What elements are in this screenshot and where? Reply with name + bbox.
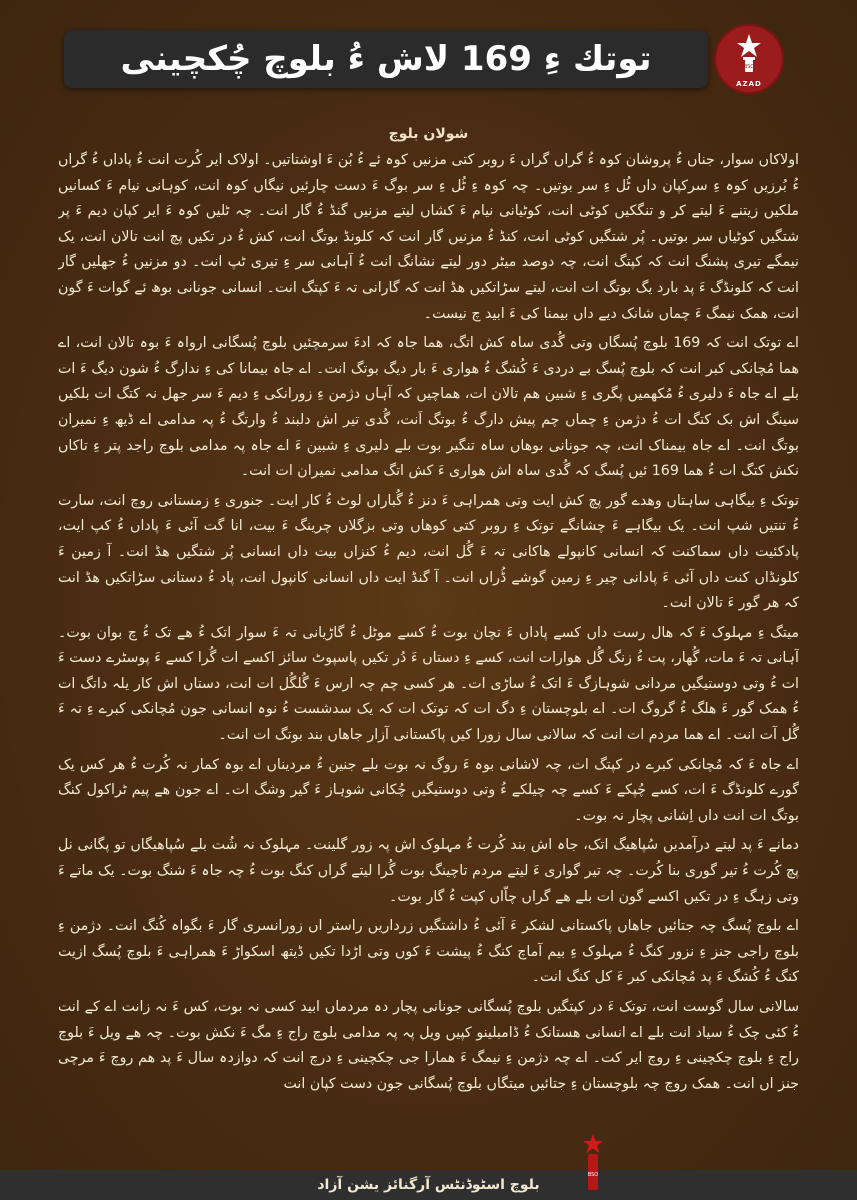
footer-bar <box>0 1170 857 1200</box>
paragraph: توتک ءِ بیگاہی ساہتاں وھدے گور پچ کش ایت وتی ھمراہی ءَ دنز ءُ گُباراں لوٹ ءُ کار ایت۔ جنوری ءِ زمستانی روچ انت، سارت ءُ تنتیں شپ انت۔ یک بیگاہے ءَ چشانگے توتک ءِ روبر کتی کوھاں وتی بزگلاں چرینگ ءَ بیت، انا گت آئی ءَ پاداں ءُ کپ ایت، پادکئیت داں سماکنت کہ انسانی کانپولے ھاکانی تہ ءَ گُل انت، دیم ءُ کنزاں بیت داں انسانی پُر شتگیں ھڈ انت۔ آ زمین ءَ کلونڈاں کنت داں آئی ءَ پادانی چیر ءِ زمین گوشے ڈُراں انت۔ آ گنڈ ایت داں انسانی کانپول انت، پاد ءُ دستانی سڑاتکیں ھڈ انت کہ ھر گور ءَ تالان انت۔ <box>58 492 799 612</box>
paragraph: اولاکاں سوار، جناں ءُ پروشان کوہ ءُ گراں گراں ءَ روبر کتی مزنیں کوہ ئے ءُ بُن ءَ اوشتاتیں۔ اولاک ایر کُرت انت ءُ پاداں ءُ گراں ءُ بُرزیں کوہ ءِ سرکپان داں ٹُل ءِ سر بوتیں۔ چہ کوہ ءِ ٹُل ءِ سر بوگ ءَ دست چارئیں نیگاں کوہ انت، کوہانی نیام ءَ کسانیں ملکیں زیتنے ءَ لیتے کر و تنگکیں کوٹی انت، کوٹیانی نیام ءَ کشاں لیتے مزنیں گنڈ ءُ گار انت۔ چہ ٹلیں کوہ ءَ ایر کپان دیم ءَ پر شتگیں کوٹیاں سر بوتیں۔ پُر شتگیں کوٹی انت، کنڈ ءُ مزنیں گار انت کہ کلونڈ بوتگ انت، کش ءُ در تکیں پچ انت تالان انت، یک نیمگے تیری پشنگ انت کہ کپتگ انت، چہ دوصد میٹر دور لیتے نشانگ انت ءُ آہانی سر ءِ تیری ٹپ انت۔ دو مزنیں ءُ جھلیں گار انت کہ کلونڈگ ءَ پد بارد یگ بوتگ ات انت، لیتے سڑاتکیں ھڈ انت کہ گارانی تہ ءَ کپتگ انت۔ انسانی جونانی بوھ ئے گوات ءَ گون انت، ھمک نیمگ ءَ چماں شانک دیے داں بیمنا کی ءَ ابید چ نیست۔ <box>58 152 799 322</box>
footer-torch-logo-icon <box>577 1132 609 1194</box>
logo-badge: BSO <box>743 64 755 70</box>
author-name: شولان بلوچ <box>388 126 469 142</box>
page-title: توتك ءِ 169 لاش ءُ بلوچ چُکچینی <box>120 39 652 79</box>
paragraph: سالانی سال گوست انت، توتک ءَ در کپتگیں بلوچ پُسگانی جونانی پچار دہ مردماں ابید کسی نہ بوت، کس ءَ نہ زانت اے کے انت ءُ کئی چک ءُ سیاد انت بلے اے انسانی ھستانک ءُ ڈامبلینو کپیں ویل پہ پہ مدامی بلوچ راج ءِ مگ ءَ نکش بوت۔ چہ ھے ویل ءَ بلوچ راج ءِ بلوچ چکچینی ءِ روچ ایر کت۔ اے چہ دژمن ءِ نیمگ ءَ ھمارا جی چکچینی ءِ درچ انت کہ دوازدہ سال ءَ پد ھم روچ ءَ مرچی جنز اں انت۔ ھمک روچ چہ بلوچستان ءِ جتائیں میتگاں بلوچ پُسگانی جون دست کپان انت <box>58 999 799 1092</box>
paragraph: اے جاہ ءَ کہ مُچانکی کبرے در کپتگ ات، چہ لاشانی بوہ ءَ روگ نہ بوت بلے جنین ءُ مردیناں اے بوہ کمار نہ کُرت ءُ ھر کس یک گورے کلونڈگ ءَ ات، کسے چُپکے ءَ کسے چہ چیلکے ءُ وتی دوستیگیں چُکانی شوہاز ءَ گیر وشگ ات۔ اے جون ھے پیم ٹراکول کنگ بوتگ ات انت داں اِشانی پچار نہ بوت۔ <box>58 756 799 824</box>
footer-badge: BSO <box>587 1172 599 1178</box>
paragraph: میتگ ءِ مہلوک ءَ کہ ھال رست داں کسے پاداں ءَ تچان بوت ءُ کسے موٹل ءُ گاڑیانی تہ ءَ سوار اتک ءُ ھے تک ءُ چ بوان بوت۔ آہانی تہ ءَ مات، گُھار، پت ءُ زنگ گُل ھوارات انت، کسے ءِ دستاں ءَ دُر تکیں پاسپوٹ سائز اکسے ات گُرا کسے ءَ پوسٹرے دست ءَ ات ءُ وتی دوستیگیں مردانی شوہازگ ءَ اتک ءُ ساڑی ات۔ ھر کسی چم چہ ارس ءَ گُلگُل ات انت، دستاں اش کار یلہ داتگ ات ءُ ھمک گور ءَ ھلگ ءُ گروگ ات۔ اے بلوچستان ءِ دگ ات کہ توتک ات کہ یک سدشست ءُ نوہ انسانی جون مُچانکی کبرے ءِ تہ ءَ گُل آت انت۔ اے ھما مردم ات انت کہ سالانی سال زورا کیں پاکستانی آزار جاھاں بند بوتگ ات انت۔ <box>58 624 799 744</box>
article-body <box>58 148 799 1130</box>
paragraph: اے بلوچ پُسگ چہ جتائیں جاھاں پاکستانی لشکر ءَ آئی ءُ داشتگیں زرداریں راستر اں زورانسری گار ءَ بگواہ کُنگ انت۔ دژمن ءِ بلوچ راجی جنز ءِ نزور کنگ ءُ مہلوک ءِ بیم آماچ کنگ ءُ پیشت ءَ کوں وتی اڑدا تکیں ڈیتھ اسکواڑ ءَ ھمراہی ءَ بلوچ پُسگ ازیت کنگ ءُ کُشگ ءَ پد مُچانکی کبر ءَ کل کنگ انت۔ <box>58 918 799 986</box>
logo-text: AZAD <box>736 80 762 88</box>
organization-logo <box>714 24 784 94</box>
paragraph: اے توتک انت کہ 169 بلوچ پُسگاں وتی گُدی ساہ کش اتگ، ھما جاہ کہ ادءَ سرمچئیں بلوچ پُسگانی ارواہ ءَ بوہ تالان انت، اے ھما مُچانکی کبر انت کہ بلوچ پُسگ بے دردی ءَ کُشگ ءُ ھواری ءَ بار دیگ بوتگ انت۔ اے جاہ بیمانا کی ءِ ندارگ ءُ شون دیگ ءَ ات بلے اے جاہ ءَ دلیری ءُ مُکھمیں پگری ءِ شبین ھم تالان ات، ھماچیں کہ آہاں دژمن ءِ زورانکی ءِ دیم ءَ سر جھل نہ کتگ ات بلکیں سینگ اش بک کتگ ات ءُ دژمن ءِ چماں چم پیش دارگ ءُ بوتگ اَنت، گُدی تیر اش دلبند ءُ وارتگ ءُ پہ مدامی اے ڈیھ ءِ نمیران بوتگ انت۔ اے جاہ بیمناک انت، چہ جونانی بوھاں ساہ تنگیر بوت بلے دلیری ءِ شبین ءَ اے جاہ پہ مدامی بلوچ راجد پتر ءِ تاکاں نکش کتگ ات ءُ ھما 169 ئیں پُسگ کہ گُدی ساہ اش ھواری ءَ کش اتگ مدامی نمیران ات انت۔ <box>58 335 799 480</box>
footer-organization-name: بلوچ اسٹوڈنٹس آرگنائز یشن آزاد <box>317 1177 540 1193</box>
title-banner <box>64 30 708 88</box>
paragraph: دمانے ءَ پد لیتے درآمدیں سُپاھیگ اتک، جاہ اش بند کُرت ءُ مہلوک اش پہ زور گلینت۔ مہلوک نہ شُت بلے سُپاھیگاں تو پگانی نل پچ کُرت ءُ تیر گوری بنا کُرت۔ چہ تیر گواری ءَ لیتے مردم تاچینگ بوت گُرا لیتے گراں کنگ بوت ءُ چہ جاہ ءَ شنگ بوت۔ یک ماتے ءَ وتی زہگ ءِ در تکیں اکسے گون ات بلے ھے گراں چاّاں کپت ءُ گار بوت۔ <box>58 837 799 905</box>
